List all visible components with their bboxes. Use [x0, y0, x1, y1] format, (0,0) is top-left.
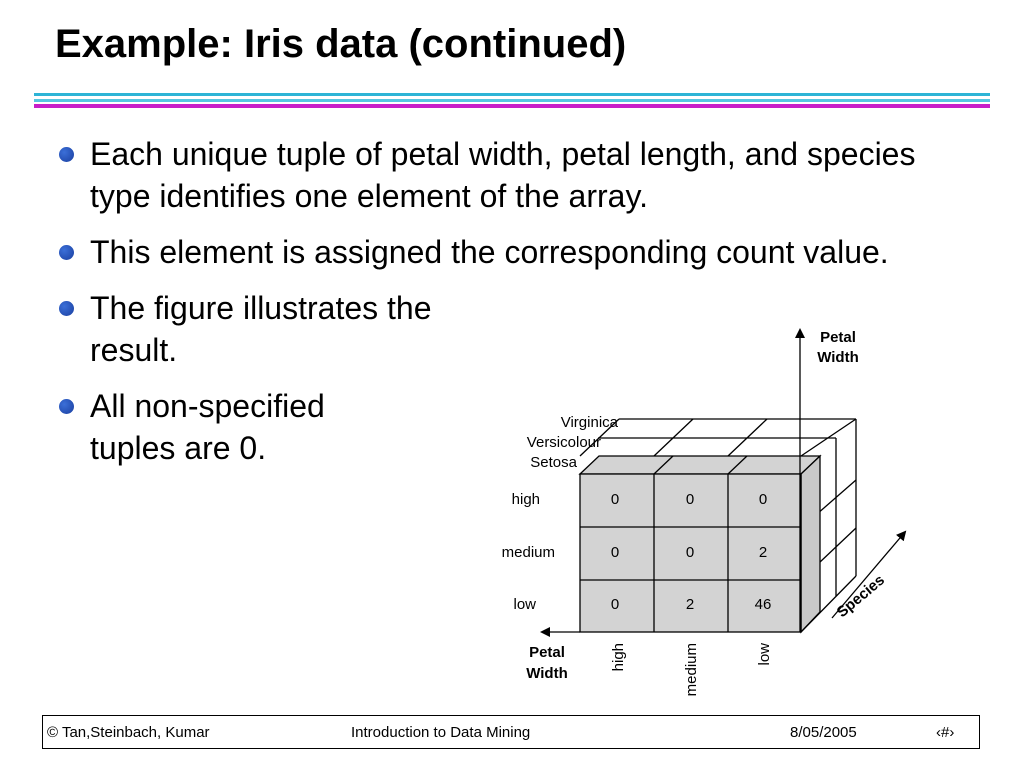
- slide-title: Example: Iris data (continued): [55, 22, 627, 66]
- iris-cube-diagram: [480, 320, 930, 715]
- column-label: medium: [683, 643, 700, 697]
- footer-copyright: © Tan,Steinbach, Kumar: [47, 724, 210, 741]
- slide-footer: [42, 715, 980, 749]
- cell-value: 2: [685, 596, 695, 613]
- bullet-dot-icon: [59, 399, 74, 414]
- bullet-dot-icon: [59, 245, 74, 260]
- bullet-text: The figure illustrates the result.: [90, 290, 432, 368]
- footer-date: 8/05/2005: [790, 724, 857, 741]
- cell-value: 0: [610, 544, 620, 561]
- bullet-text: All non-specified tuples are 0.: [90, 388, 325, 466]
- title-rule-magenta: [34, 104, 990, 108]
- species-label: Setosa: [530, 454, 577, 471]
- horizontal-axis-label: Petal: [529, 644, 565, 661]
- species-label: Versicolour: [526, 434, 601, 451]
- column-label: high: [610, 643, 627, 672]
- cell-value: 46: [754, 596, 772, 613]
- row-label: high: [511, 491, 540, 508]
- cell-value: 0: [685, 491, 695, 508]
- bullet-item: [58, 133, 980, 217]
- cube-side-face: [801, 456, 820, 632]
- bullet-item: [58, 385, 410, 469]
- bullet-text: This element is assigned the corresponding count value.: [90, 234, 889, 270]
- cell-value: 0: [685, 544, 695, 561]
- cube-top-face: [580, 456, 820, 474]
- bullet-item: [58, 231, 980, 273]
- bullet-dot-icon: [59, 147, 74, 162]
- bullet-item: [58, 287, 470, 371]
- title-rule-cyan: [34, 93, 990, 96]
- species-label: Virginica: [560, 414, 618, 431]
- cell-value: 0: [758, 491, 768, 508]
- vertical-axis-label: Width: [817, 349, 859, 366]
- bullet-text: Each unique tuple of petal width, petal length, and species type identifies one element of the array.: [90, 136, 916, 214]
- cell-value: 0: [610, 491, 620, 508]
- bullet-dot-icon: [59, 301, 74, 316]
- footer-course: Introduction to Data Mining: [351, 724, 531, 741]
- cell-value: 2: [758, 544, 768, 561]
- depth-axis-label: Species: [833, 571, 889, 622]
- cell-value: 0: [610, 596, 620, 613]
- column-label: low: [756, 643, 773, 666]
- footer-page-number: ‹#›: [936, 724, 955, 741]
- row-label: low: [513, 596, 536, 613]
- vertical-axis-label: Petal: [820, 329, 856, 346]
- row-label: medium: [501, 544, 555, 561]
- horizontal-axis-label: Width: [526, 665, 568, 682]
- title-rule-cyan-light: [34, 99, 990, 102]
